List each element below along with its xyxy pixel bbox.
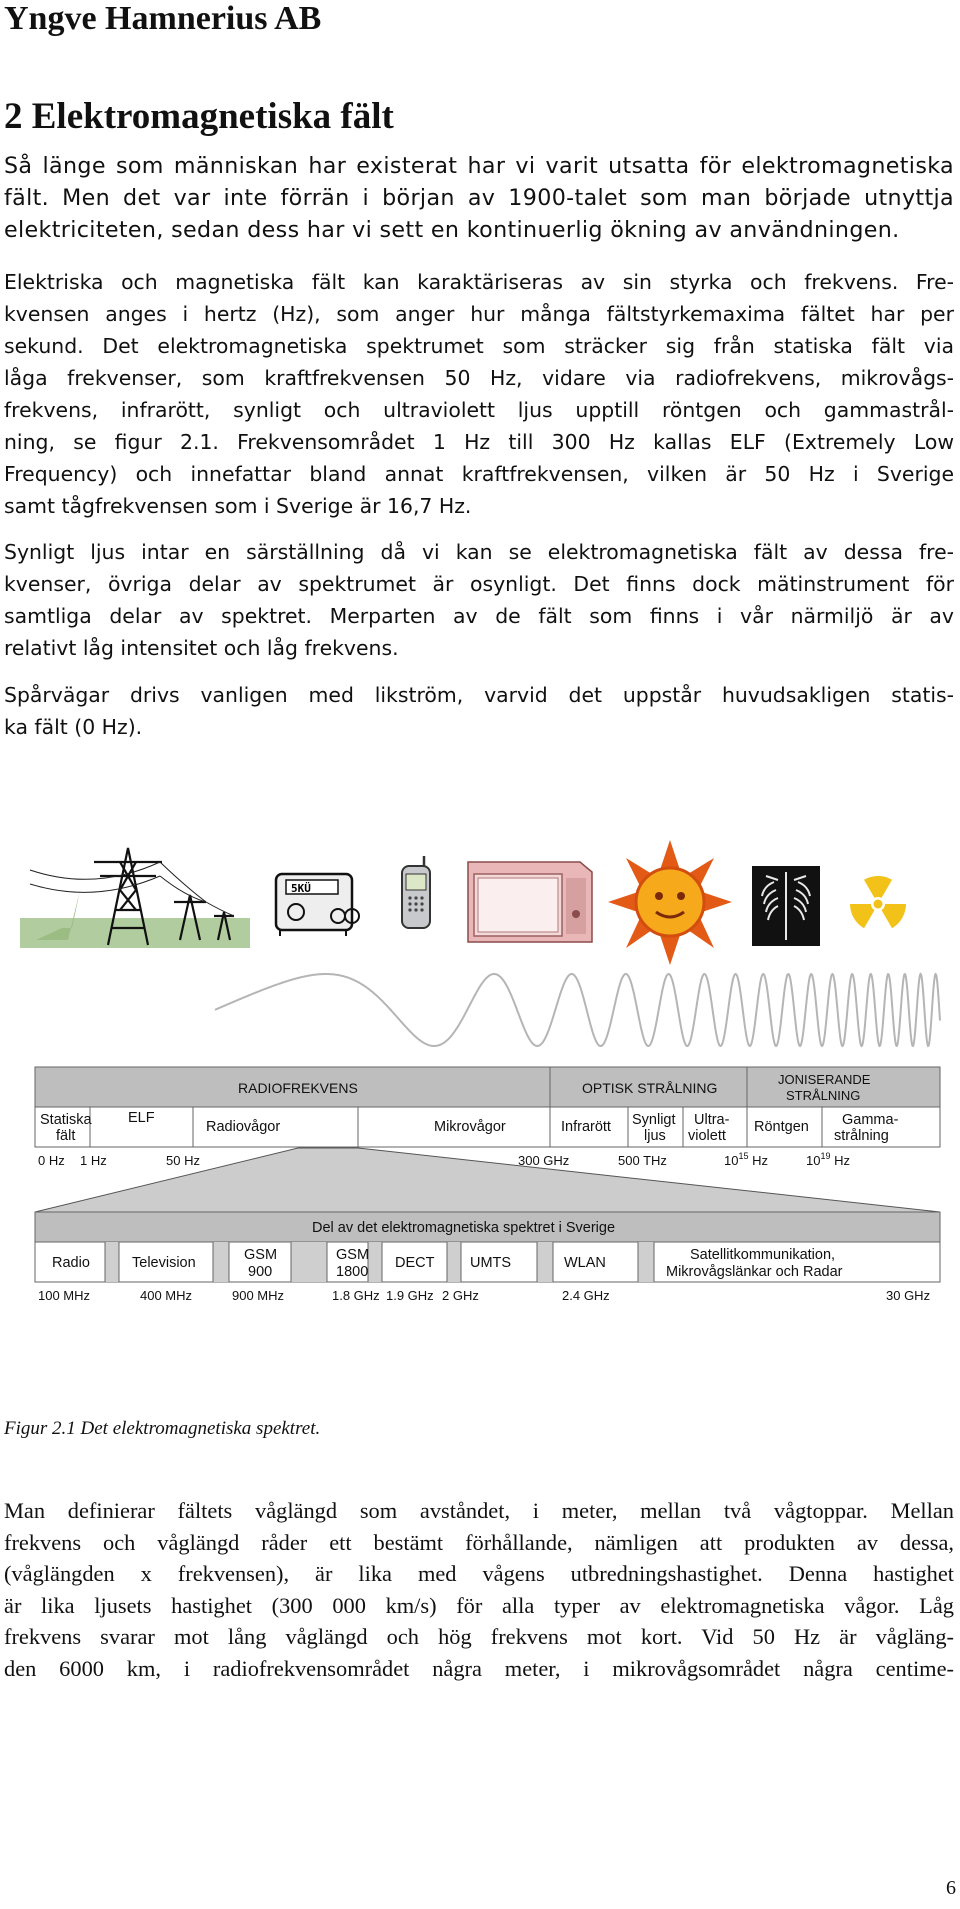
group-label-ionizing: JONISERANDE — [778, 1072, 871, 1087]
text-line: samt tågfrekvensen som i Sverige är 16,7 Hz. — [4, 494, 472, 518]
cell-television: Television — [132, 1255, 196, 1271]
cell-gsm900: 900 — [248, 1264, 273, 1280]
text-line: ning, se figur 2.1. Frekvensområdet 1 Hz till 300 Hz kallas ELF (Extremely Low — [4, 430, 954, 454]
radio-icon — [276, 874, 359, 936]
cell-umts: UMTS — [470, 1255, 512, 1271]
tick-label: 1 Hz — [80, 1153, 107, 1168]
text-line: frekvens svarar mot lång våglängd och hög frekvens mot kort. Vid 50 Hz är vågläng- — [4, 1624, 954, 1649]
text-line: (våglängden x frekvensen), är lika med vågens utbredningshastighet. Denna hastighet — [4, 1561, 954, 1586]
text-line: den 6000 km, i radiofrekvensområdet några meter, i mikrovågsområdet några centime- — [4, 1655, 954, 1681]
cell-gamma: strålning — [834, 1128, 889, 1144]
cell-ultraviolet: violett — [688, 1128, 726, 1144]
cell-elf: ELF — [128, 1110, 155, 1126]
cell-gsm1800: GSM — [336, 1247, 370, 1263]
paragraph-intro — [4, 150, 954, 246]
cell-radio: Radiovågor — [206, 1119, 281, 1135]
tick-label: 500 THz — [618, 1153, 667, 1168]
cell-gsm900: GSM — [244, 1247, 278, 1263]
chapter-title: 2 Elektromagnetiska fält — [4, 96, 394, 137]
spectrum-figure — [0, 800, 958, 1360]
svg-text:5KÜ: 5KÜ — [291, 882, 311, 895]
page-number: 6 — [946, 1877, 956, 1899]
cell-satellite: Mikrovågslänkar och Radar — [666, 1264, 843, 1280]
cell-ultraviolet: Ultra- — [694, 1112, 730, 1128]
tick-label: $10^{19}$ Hz — [806, 1151, 850, 1168]
text-line: Spårvägar drivs vanligen med likström, varvid det uppstår huvudsakligen statis- — [4, 683, 954, 707]
text-line: Så länge som människan har existerat har vi varit utsatta för elektromagnetiska — [4, 153, 954, 179]
cell-static: Statiska — [40, 1112, 92, 1128]
figure-caption: Figur 2.1 Det elektromagnetiska spektret. — [4, 1418, 321, 1439]
text-line: frekvens och våglängd råder ett bestämt förhållande, nämligen att produkten av dessa, — [4, 1529, 954, 1555]
cell-wlan: WLAN — [564, 1255, 606, 1271]
cell-visible: ljus — [644, 1128, 666, 1144]
document-header: Yngve Hamnerius AB — [4, 0, 322, 37]
cell-microwave: Mikrovågor — [434, 1119, 506, 1135]
tick-label: 0 Hz — [38, 1153, 65, 1168]
group-label-ionizing: STRÅLNING — [786, 1088, 861, 1103]
group-label-radio: RADIOFREKVENS — [238, 1080, 358, 1096]
tick-label: $10^{15}$ Hz — [724, 1151, 768, 1168]
microwave-oven-icon — [468, 862, 592, 942]
tick-label: 400 MHz — [140, 1288, 193, 1303]
text-line: elektriciteten, sedan dess har vi sett en kontinuerlig ökning av användningen. — [4, 217, 900, 243]
paragraph-frequency — [4, 266, 954, 522]
text-line: ka fält (0 Hz). — [4, 715, 143, 739]
cell-gsm1800: 1800 — [336, 1264, 369, 1280]
tick-label: 2.4 GHz — [562, 1288, 610, 1303]
cell-static: fält — [56, 1128, 76, 1144]
text-line: är lika ljusets hastighet (300 000 km/s) för alla typer av elektromagnetiska vågor. Låg — [4, 1592, 954, 1618]
tick-label: 300 GHz — [518, 1153, 570, 1168]
cell-gamma: Gamma- — [842, 1112, 899, 1128]
cell-satellite: Satellitkommunikation, — [690, 1247, 836, 1263]
text-line: samtliga delar av spektret. Merparten av de fält som finns i vår närmiljö är av — [4, 604, 954, 628]
tick-label: 2 GHz — [442, 1288, 479, 1303]
tick-label: 50 Hz — [166, 1153, 200, 1168]
radiation-icon — [848, 874, 908, 934]
text-line: relativt låg intensitet och låg frekvens. — [4, 636, 399, 660]
tick-label: 100 MHz — [38, 1288, 91, 1303]
text-line: Synligt ljus intar en särställning då vi kan se elektromagnetiska fält av dessa fre- — [4, 540, 954, 564]
paragraph-visible-light — [4, 536, 954, 664]
paragraph-tramways — [4, 679, 954, 743]
cell-visible: Synligt — [632, 1112, 676, 1128]
text-line: sekund. Det elektromagnetiska spektrumet som sträcker sig från statiska fält via — [4, 334, 954, 358]
text-line: fält. Men det var inte förrän i början av 1900-talet som man började utnyttja — [4, 185, 954, 211]
group-label-optical: OPTISK STRÅLNING — [582, 1080, 718, 1096]
text-line: kvenser, övriga delar av spektrumet är osynligt. Det finns dock mätinstrument för — [4, 572, 954, 596]
sweden-band-title: Del av det elektromagnetiska spektret i Sverige — [312, 1220, 616, 1236]
cell-radio-se: Radio — [52, 1255, 90, 1271]
text-line: Elektriska och magnetiska fält kan karaktäriseras av sin styrka och frekvens. Fre- — [4, 270, 954, 294]
tick-label: 1.8 GHz — [332, 1288, 380, 1303]
text-line: Man definierar fältets våglängd som avståndet, i meter, mellan två vågtoppar. Mellan — [4, 1498, 954, 1523]
x-ray-icon — [752, 866, 820, 946]
text-line: låga frekvenser, som kraftfrekvensen 50 Hz, vidare via radiofrekvens, mikrovågs- — [4, 366, 954, 390]
tick-label: 1.9 GHz — [386, 1288, 434, 1303]
cell-xray: Röntgen — [754, 1119, 809, 1135]
mobile-phone-icon — [402, 856, 430, 928]
tick-label: 30 GHz — [886, 1288, 931, 1303]
cell-infrared: Infrarött — [561, 1119, 611, 1135]
text-line: frekvens, infrarött, synligt och ultraviolett ljus upptill röntgen och gammastrål- — [4, 398, 954, 422]
tick-label: 900 MHz — [232, 1288, 285, 1303]
text-line: Frequency) och innefattar bland annat kraftfrekvensen, vilken är 50 Hz i Sverige — [4, 462, 954, 486]
text-line: kvensen anges i hertz (Hz), som anger hur många fältstyrkemaxima fältet har per — [4, 302, 954, 326]
paragraph-wavelength — [4, 1495, 954, 1684]
cell-dect: DECT — [395, 1255, 435, 1271]
